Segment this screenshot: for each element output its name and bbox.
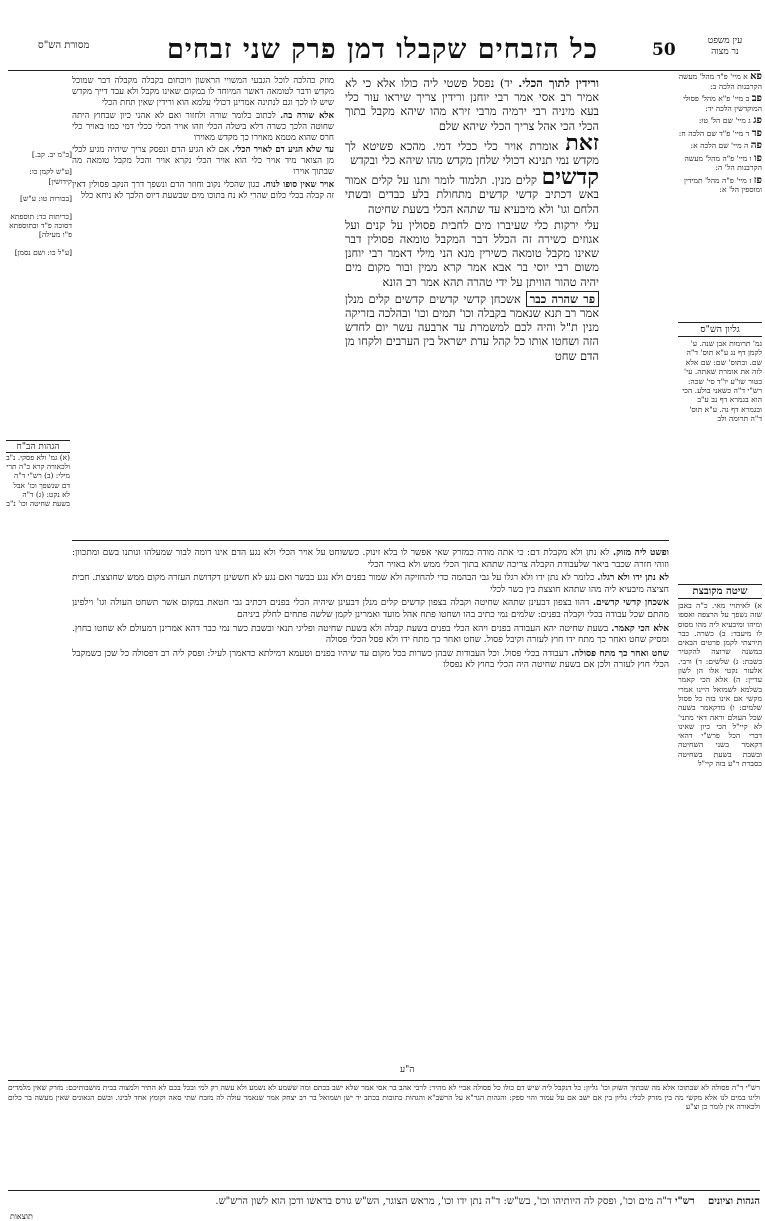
footnotes: רש"י ד"ה פסולה לא שבתוכו אלא מה שבתוך השוק וכו' גליון: כל דנקבל ליה שיש דם כולו כל פסולה אביי לא מהיר: לרבי אהב בר אסי אמר שלא ישב בכתם ומה ששמע לא נשמע ולא עשה רק למי ובכל בכם לא התיר ולמצוה בבית מושבותיכם: מזרק שאין מלמדים וליגו במים לנו אלא מקשי מה בין מזרק לכלי: גליון בין אם ישב אם על עמוד והוי ספק: והגהות הגר"א על הרשב"א והגהות כתובות בכתב יד ישן ושמואל בר רב יצחק אמר שנאמר עולה לה מזבח שתי סאה וקומץ אחד לבינו. ובשם הגאונים שאין מעשה בר כלום ולכאורה אין לומר כן וצ"ע: [8, 1080, 760, 1187]
commentary-dibur-hamatchil: ופשט ליה מזוק.: [612, 548, 669, 558]
footer-rule: [8, 1190, 760, 1191]
commentary-dibur-hamatchil: אלא הכי קאמר.: [611, 623, 669, 634]
rashi-column: [72, 76, 334, 516]
side-ref: [ע"ל כו: ושם נסמן]: [14, 247, 72, 257]
ein-mishpat-item: פג ג מיי' שם הל' טו:: [698, 115, 762, 126]
hagahot-habach: [6, 440, 70, 508]
footer-mark: ה"ע: [400, 1065, 415, 1075]
shita-heading: שיטה מקובצת: [678, 584, 762, 599]
header-rule: [8, 70, 760, 71]
rashi-text: אם לא הגיע הדם ונפסק צריך שיהיה מגיע לכלי מן הצואר מיד אויר כלי הוא אויר הכלי נקרא אויר והכל מקבל טומאה מה שבתוך אוירו: [72, 145, 334, 178]
gemara-dibur-hamatchil: זאת: [565, 129, 599, 156]
commentary-text: דעבודה בכלי פסול. וכל העבודות שבהן כשרות בכל מקום עד שיהיו בפנים וטעמא דמילתא כדאמרן לעיל: ופסק ליה רב דפסולה כל שכן כשמקבל הכלי חוץ לעזרה ולכן אם בשעת שחיטה היה הכלי בחוץ לא נפסלו: [72, 648, 669, 671]
gemara-text: יד) נפסל פשטי ליה כולו אלא כי לא אמיר רב אסי אמר רבי יוחנן ורידין צריך שיראו עור כלי בעא מיניה רבי ירמיה מרבי זירא מהו שיהא מקבל בתוך הכלי הכי אהל צריך הכלי שיהא שלם: [345, 77, 599, 133]
rashi-dibur-hamatchil: עד שלא הגיע דם לאויר הכלי.: [232, 145, 334, 156]
side-ref: [כריתות כד: תוספתא דסוכה פ"ד ובתוספתא פ"ו מעילה]: [9, 211, 72, 240]
page-header: [0, 34, 765, 70]
gemara-text: קלים מנין. תלמוד לומר ותנו על קלים אמור באש דכתיב קדשי קדשים מתחולת בלע כבדים ובשתי הלחם וגו' ולא מיבעיא עד שתהא הכלי בשעת שחיטה: [345, 174, 599, 216]
section-rule: [72, 540, 669, 541]
gemara-dibur-hamatchil: ורידין לתוך הכלי.: [518, 76, 599, 90]
printer-signature: תוצאות: [10, 1212, 33, 1221]
page-title: כל הזבחים שקבלו דמן פרק שני זבחים: [166, 34, 598, 65]
ein-mishpat-item: פז ז מיי' פ"ה מהל' תמידין ומוספין הל' א:: [683, 174, 762, 194]
side-ref: [ע"ש לקמן כו: קידושין]: [29, 167, 72, 186]
rashi-text: מוזק כהלכה לוכל הגבעי המשויי הראשון ויוכחום בקבלה מקבלה דבר שמוכל מקדש ודבר לטומאה דאשר המיוחד לו במקום שאינו מקבל ולא עבד דייך מקדש שיש לו לכך וגם לנתינה אמרינן דכולי עלמא הוא ורידין שאין תחת הכלי: [72, 76, 334, 108]
shita-mekubetzet: [678, 584, 762, 768]
gemara-text: אשכחן קדשי קדשים קדשים קלים מנלן אמר רב תנא שנאמר בקבלה וכו' תמים וכו' ובהלכה בזריקה מנין ת"ל והיה לכם למשמרת עד ארבעה עשר יום לחדש הזה ושחטו אותו כל קהל עדת ישראל בין הערבים ולקחו מן הדם שחט: [345, 292, 599, 363]
page-number: 50: [652, 40, 676, 60]
shita-text: א) לאיתויי מאי. כ"ה באבן שזה נשפך על הרצפה ואספו ומיהו ומיבעיא ליה מהו מסוס לו מיעבד: ב) כשרה. כבר תירצתי לקמן פרטים הבאים במשנה שרוצה להקטיר בשבת: ג) שלשים: ד) ורבי. אלעזר נקטי אלו הן לשון עדיין: ה) אלא הכי קאמר בשלמא לשמואל היינו אמרי מקשי אם אינו בזה כל פסול שלמים: ו) מדקאמר בשעה שכל העולם וראה דאי מתני' לא קיי"ל הכי כיון שאינו דברי הכל פרש"י דהאי דקאמר בשני השחיטה ובשבת בשעת בשחיטה כסברת ר"ע בזה קיי"ל: [678, 601, 762, 769]
bottom-text: ד"ה מים וכו', ופסק לה היותיהו וכו', בש"ש: ד"ה נתן ידו וכו', מראש הצוגר, הש"ש גורס בראשו ודכן הוא לשון הרש"ש.: [215, 1196, 672, 1207]
rashi-dibur-hamatchil: אלא שורה בה.: [280, 110, 334, 121]
commentary-text: דהוו בצפון דבעינן שתהא שחיטה וקבלה בצפון קדשים קלים מנלן דבעינן שיהיה הכלי בפנים דכתיב גבי חטאת במקום אשר תשחט העולה וגו' וילפינן מהתם שכל עבודה בכלי וקבלה בפנים: שלמים נמי כתיב בהו ושחטו פתח אהל מועד ואמרינן לקמן שלשה פתחים לחלק ביניהם: [72, 598, 669, 620]
gilyon-hashas: [678, 322, 762, 424]
hagahot-vetziunim-label: הגהות וציונים: [707, 1196, 760, 1207]
gemara-text: אומרת אויר כלי ככלי דמי. מהכא פשיטא לך מקדש נמי תנינא דכולי שלחן מקדש מהו שיהא כלי ובקדש: [345, 139, 599, 168]
masoret-hashas-label: מסורת הש"ס: [38, 40, 90, 51]
rashi-text: כגון שהכלי נקוב וחוזר הדם ונשפך דרך הנקב פסולין דאין זה קבלה בכלי כלום שהרי לא נח בתוכו מים שבשעת דיוס הלכך לא ניחא כלל: [72, 180, 334, 202]
ein-mishpat-item: פה ה מיי' שם הלכה א:: [690, 140, 762, 151]
ein-mishpat-column: [678, 72, 762, 342]
gemara-column: [345, 76, 599, 516]
rashi-text: לכתוב כלומר שורה ולחזור ואם לא אהני כיון שבחוץ היתה שחוטה הלכך כשרה דלא ביטלה הכלי וזהו אויר הכלי ככלי דמי כמו באויר כלי חרס שהוא מטמא מאוירו כך מקדש מאוירו: [72, 110, 334, 143]
ein-mishpat-heading: עין משפט נר מצוה: [707, 36, 743, 57]
gemara-text: עלי ירקות כלי שעיברו מים לחבית פסולין על קנים ועל אגוזים כשירה זה הכלל דבר המקבל טומאה פסולין דבר שאינו מקבל טומאה כשירין מנא הני מילי דאמר רבי יוחנן משום רבי יוסי בר אבא אמר קרא ממין ובור מקום מים יהיה טהור הוויתן על ידי טהרה תהא אמר רב הונא: [345, 218, 599, 289]
commentary-dibur-hamatchil: שחט ואחר כך מתח פסולה.: [571, 648, 669, 659]
commentary-dibur-hamatchil: לא נתן ידו ולא רגלו.: [597, 573, 669, 584]
gilyon-text: גמ' תרומות אבן שנה. ע' לקמן דף נג ע"א תוס' ד"ה שם. ובתוס' שם: שם אלא לזה את אומרת שאתה. עי' בטור שו"ע יו"ד סי' שכה: רש"י ד"ה כשאני בולע. הכי הוא בגמרא דף נב ע"ב ובגמרא דף נה. ע"א תוס' ד"ה תרומה ולב: [682, 339, 762, 424]
ein-mishpat-item: פא א מיי' פ"ד מהל' מעשה הקרבנות הלכה ב:: [678, 71, 762, 91]
ein-mishpat-item: פב ב מיי' פ"א מהל' פסולי המוקדשין הלכה יד:: [683, 93, 762, 113]
bottom-rashi-label: רש"י: [674, 1196, 695, 1207]
lower-commentary: [72, 548, 669, 1068]
commentary-text: כלומר לא נתן ידו ולא רגלו על גבי הבהמה כדי להחזיקה ולא שמור בפנים ולא נגע בבשר ואם נגע לא חששינן דקדושת העזרה מקום ממש שחוצצת. חבית חציצה מיבעיא ליה מהו שתהא חוצצת בין בשר לכלי: [72, 573, 669, 595]
gemara-dibur-hamatchil: קדשים: [541, 164, 599, 191]
ein-mishpat-item: פד ד מיי' פ"ד שם הלכה ח:: [678, 127, 762, 139]
side-ref: [בכורות טו: ע"ש]: [20, 194, 72, 204]
gilyon-heading: גליון הש"ס: [678, 322, 762, 337]
masoret-side-refs: [4, 150, 72, 265]
side-ref: [ב"מ יב. קב.]: [31, 150, 72, 159]
commentary-dibur-hamatchil: אשכחן קדשי קדשים.: [592, 598, 669, 609]
hagahot-text: (א) גמ' ולא פסקי. נ"ב ולכאורה קרא כ"ה תרי מילי: (ב) רש"י ד"ה דם שנשפך וכו' אבל לא נקט: (ג) ד"ה בשעת שחיטה וכו' נ"ב: [6, 453, 70, 509]
bottom-notes: [40, 1196, 760, 1207]
commentary-text: בשעת שחיטה יהא העבודה בפנים ויהא הכלי בפנים בשעת קבלה ולא בשעת שחיטה ופליגי תנאי ובשבת כשר נמי כבר דהא אמרינן דמעולם לא שחטו בחוץ. ומסיק שחט ואחר כך מתח ידו חוץ לעזרה וקיבל פסול. שחט ואחר כך מתח ידו ולא פסל הכלי פסולה: [72, 623, 669, 646]
rashi-dibur-hamatchil: אויר שאין סופו לנוח.: [262, 180, 334, 191]
ein-mishpat-item: פו ו מיי' פ"ה מהל' מעשה הקרבנות הל' ה:: [684, 152, 762, 172]
commentary-text: לא נתן ולא מקבלת דם: כי אתה מודה כמזרק שאי אפשר לו בלא זינוק. כששוחט על אויר הכלי ולא נגע הדם אינו דומה לבור שמעלהו ונותנו בשם ומתכוון: וזוהי חזרה שכבר ביאר שלעבודת הקבלה צריכה שתהא בתוך הכלי ממש ולא באויר הכלי: [72, 548, 669, 570]
mishna-marker: פר שהרה כבר: [526, 291, 599, 307]
hagahot-heading: הגהות הב"ח: [6, 440, 70, 453]
